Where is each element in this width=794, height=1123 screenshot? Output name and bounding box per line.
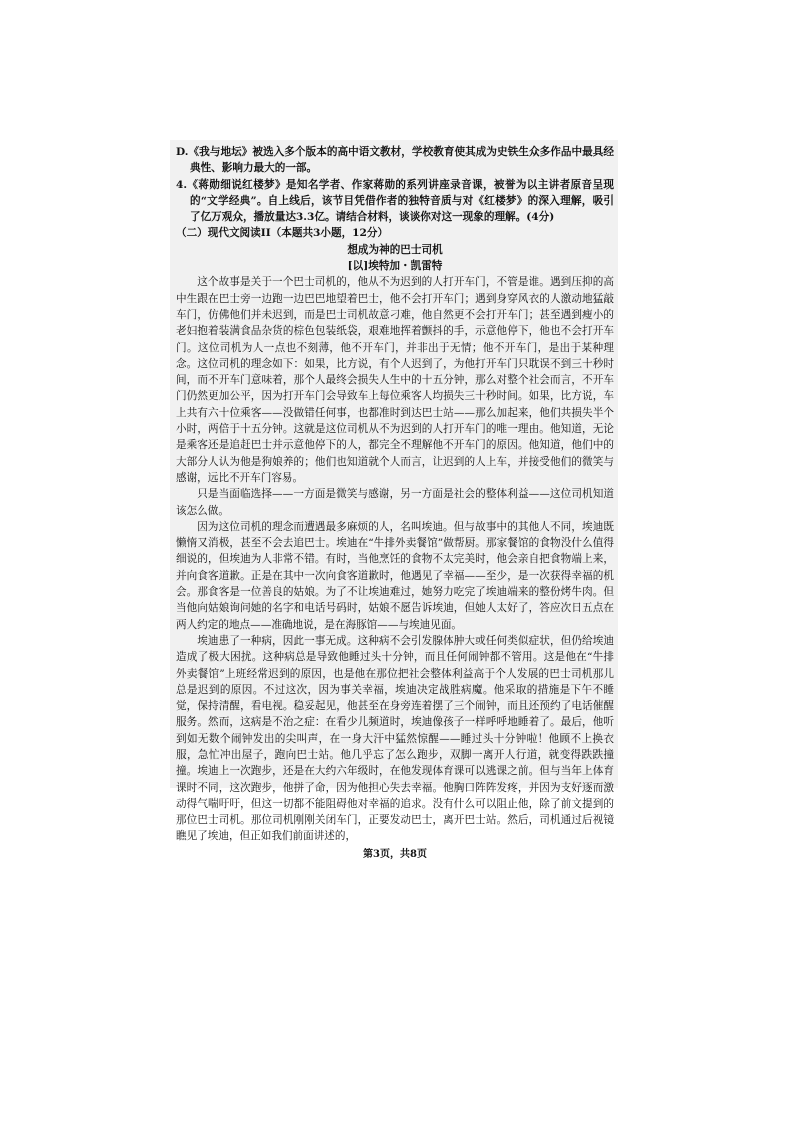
question-4-text: 4.《蒋勋细说红楼梦》是知名学者、作家蒋勋的系列讲座录音课，被誉为以主讲者原音呈现的“文学经典”。自上线后，该节目凭借作者的独特音质与对《红楼梦》的深入理解，吸引了亿万观众，播放量达3.3亿。请结合材料，谈谈你对这一现象的理解。(4分) <box>176 178 614 224</box>
page-number: 第3页，共8页 <box>363 848 427 860</box>
article-title: 想成为神的巴士司机 <box>347 243 443 256</box>
exam-page-scan <box>170 140 618 860</box>
option-d-text: D.《我与地坛》被选入多个版本的高中语文教材，学校教育使其成为史铁生众多作品中最具经典性、影响力最大的一部。 <box>176 146 614 175</box>
article-author: [以]埃特加・凯雷特 <box>347 260 443 273</box>
article-paragraph-4: 埃迪患了一种病，因此一事无成。这种病不会引发腺体肿大或任何类似症状，但仍给埃迪造成了极大困扰。这种病总是导致他睡过头十分钟，而且任何闹钟都不管用。这是他在“牛排外卖餐馆”上班经常迟到的原因，也是他在那位把社会整体利益高于个人发展的巴士司机那儿总是迟到的原因。不过这次，因为事关幸福，埃迪决定战胜病魔。他采取的措施是下午不睡觉，保持清醒，看电视。稳妥起见，他甚至在身旁连着摆了三个闹钟，而且还预约了电话催醒服务。然而，这病是不治之症：在看少儿频道时，埃迪像孩子一样呼呼地睡着了。最后，他听到如无数个闹钟发出的尖叫声，在一身大汗中猛然惊醒——睡过头十分钟啦！他顾不上换衣服，急忙冲出屋子，跑向巴士站。他几乎忘了怎么跑步，双脚一离开人行道，就变得跌跌撞撞。埃迪上一次跑步，还是在大约六年级时，在他发现体育课可以逃课之前。但与当年上体育课时不同，这次跑步，他拼了命，因为他担心失去幸福。他胸口阵阵发疼，并因为支好逐而激动得气喘吁吁，但这一切都不能阻碍他对幸福的追求。没有什么可以阻止他，除了前文提到的那位巴士司机。那位司机刚刚关闭车门，正要发动巴士，离开巴士站。然后，司机通过后视镜瞧见了埃迪，但正如我们前面讲述的， <box>176 634 614 843</box>
article-paragraph-1: 这个故事是关于一个巴士司机的，他从不为迟到的人打开车门，不管是谁。遇到压抑的高中生跟在巴士旁一边跑一边巴巴地望着巴士，他不会打开车门；遇到身穿风衣的人激动地猛敲车门，仿佛他们并未迟到，而是巴士司机故意刁难，他自然更不会打开车门；甚至遇到瘦小的老妇抱着装满食品杂货的棕色包装纸袋，艰难地挥着颤抖的手，示意他停下，他也不会打开车门。这位司机为人一点也不刻薄，他不开车门，并非出于无情；他不开车门，是出于某种理念。这位司机的理念如下：如果，比方说，有个人迟到了，为他打开车门只耽误不到三十秒时间，而不开车门意味着，那个人最终会损失人生中的十五分钟，那么对整个社会而言，不开车门仍然更加公平，因为打开车门会导致车上每位乘客人均损失三十秒时间。如果，比方说，车上共有六十位乘客——没做错任何事，也都准时到达巴士站——那么加起来，他们共损失半个小时，两倍于十五分钟。这就是这位司机从不为迟到的人打开车门的唯一理由。他知道，无论是乘客还是追赶巴士并示意他停下的人，都完全不理解他不开车门的原因。他知道，他们中的大部分人认为他是狗娘养的；他们也知道就个人而言，让迟到的人上车，并接受他们的微笑与感谢，远比不开车门容易。 <box>176 276 614 484</box>
article-paragraph-3: 因为这位司机的理念而遭遇最多麻烦的人，名叫埃迪。但与故事中的其他人不同，埃迪既懒惰又消极，甚至不会去追巴士。埃迪在“牛排外卖餐馆”做帮厨。那家餐馆的食物没什么值得细说的，但埃迪为人非常不错。有时，当他烹饪的食物不太完美时，他会亲自把食物端上来，并向食客道歉。正是在其中一次向食客道歉时，他遇见了幸福——至少，是一次获得幸福的机会。那食客是一位善良的姑娘。为了不让埃迪难过，她努力吃完了埃迪端来的整份烤牛肉。但当他向姑娘询问她的名字和电话号码时，姑娘不愿告诉埃迪，但她人太好了，答应次日五点在两人约定的地点——准确地说，是在海豚馆——与埃迪见面。 <box>176 520 614 631</box>
article-paragraph-2: 只是当面临选择——一方面是微笑与感谢，另一方面是社会的整体利益——这位司机知道该怎么做。 <box>176 488 614 517</box>
section-heading: （二）现代文阅读II（本题共3小题，12分） <box>176 227 389 240</box>
